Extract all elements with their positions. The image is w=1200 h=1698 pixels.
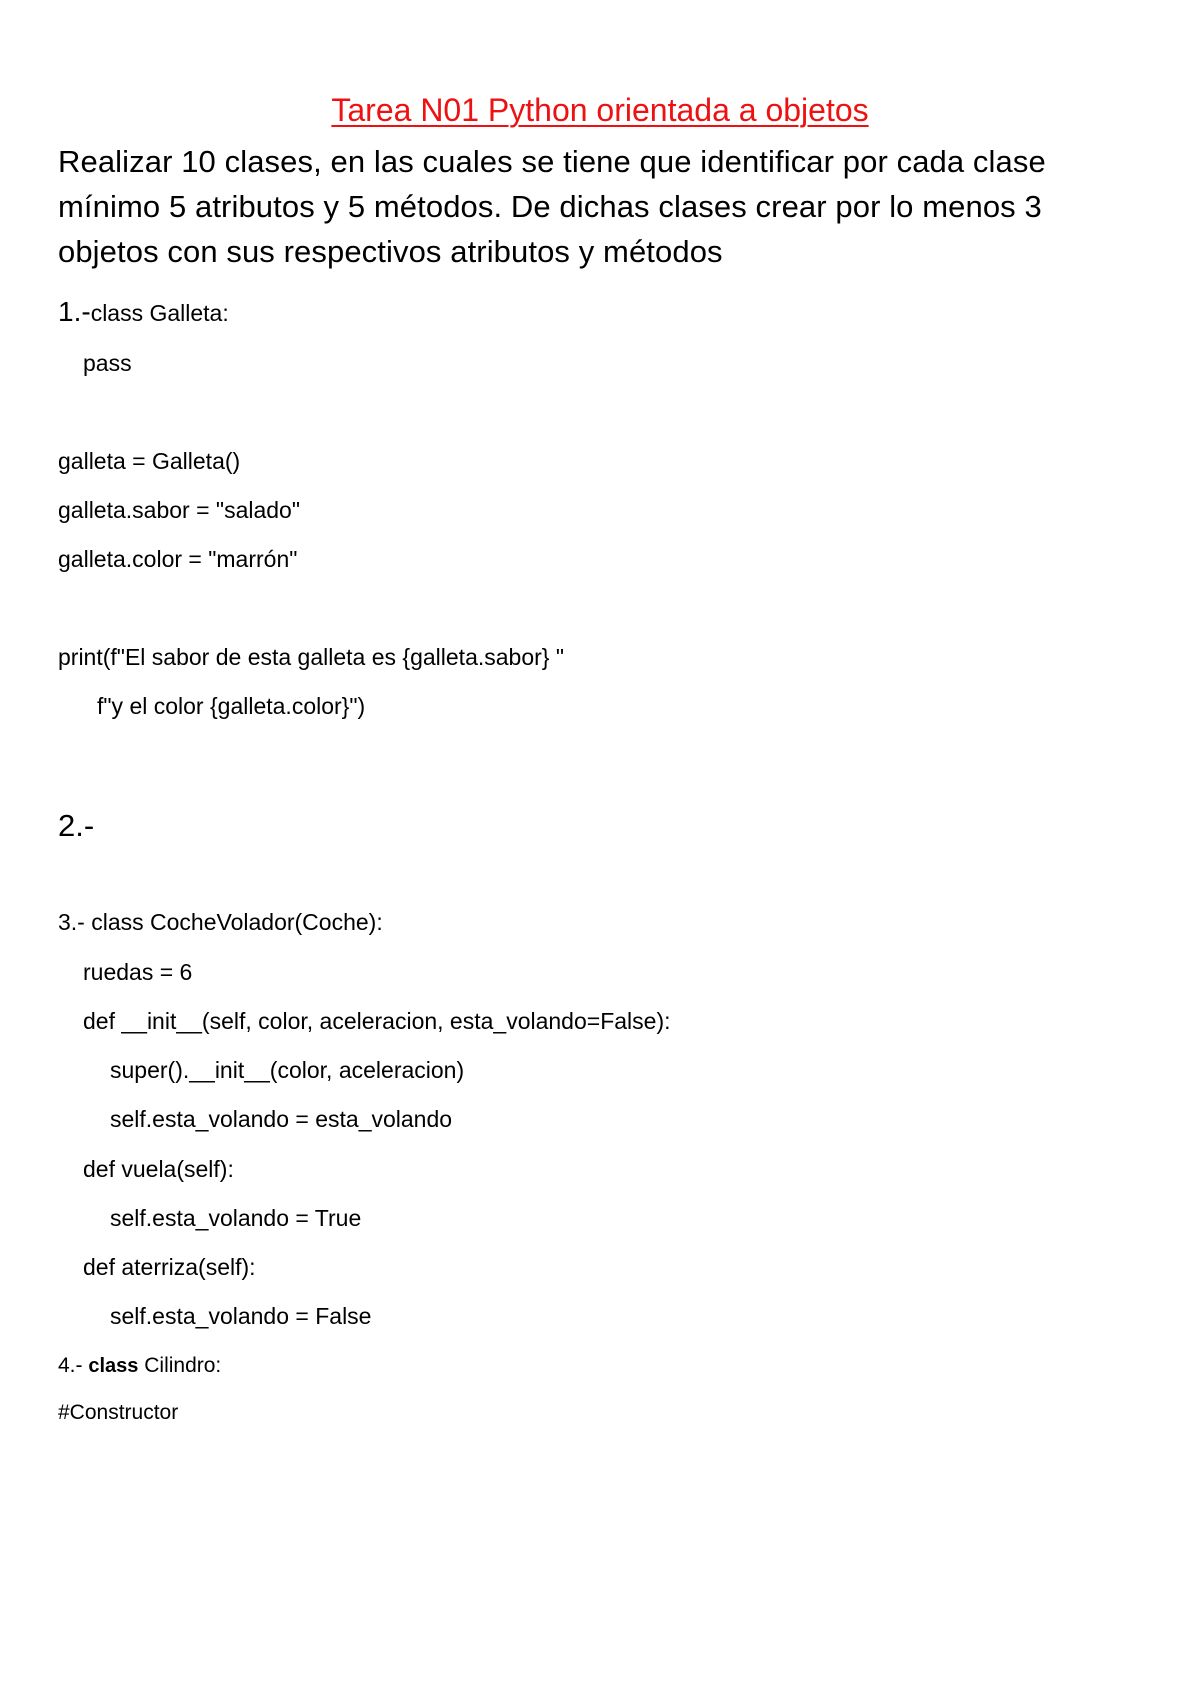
page-title: Tarea N01 Python orientada a objetos [331,92,869,128]
section-4-header [58,1355,221,1376]
code-comment: #Constructor [58,1401,179,1424]
code-line: super().__init__(color, aceleracion) [110,1057,465,1083]
section-4-prefix: 4.- [58,1354,89,1377]
section-4-class-name: Cilindro: [138,1354,222,1377]
code-line: def vuela(self): [83,1156,234,1182]
code-line: pass [83,350,132,376]
code-line: class Galleta: [90,300,229,326]
code-line: 3.- class CocheVolador(Coche): [58,909,383,935]
code-line: self.esta_volando = False [110,1303,372,1329]
intro-line-3: objetos con sus respectivos atributos y métodos [58,234,723,269]
code-line: self.esta_volando = esta_volando [110,1106,453,1132]
code-line: galleta.color = "marrón" [58,546,298,572]
code-line: print(f"El sabor de esta galleta es {galleta.sabor} " [58,644,565,670]
code-line: ruedas = 6 [83,959,193,985]
code-line: def __init__(self, color, aceleracion, esta_volando=False): [83,1008,671,1034]
code-line: galleta.sabor = "salado" [58,497,301,523]
intro-line-2: mínimo 5 atributos y 5 métodos. De dichas clases crear por lo menos 3 [58,189,1042,224]
code-line: def aterriza(self): [83,1254,256,1280]
code-line: self.esta_volando = True [110,1205,362,1231]
code-line: f"y el color {galleta.color}") [97,693,366,719]
keyword-class: class [88,1355,139,1377]
section-2-number: 2.- [58,808,95,843]
intro-line-1: Realizar 10 clases, en las cuales se tiene que identificar por cada clase [58,144,1046,179]
code-line: galleta = Galleta() [58,448,241,474]
section-1-number: 1.- [58,296,91,327]
section-1-header [58,298,229,326]
